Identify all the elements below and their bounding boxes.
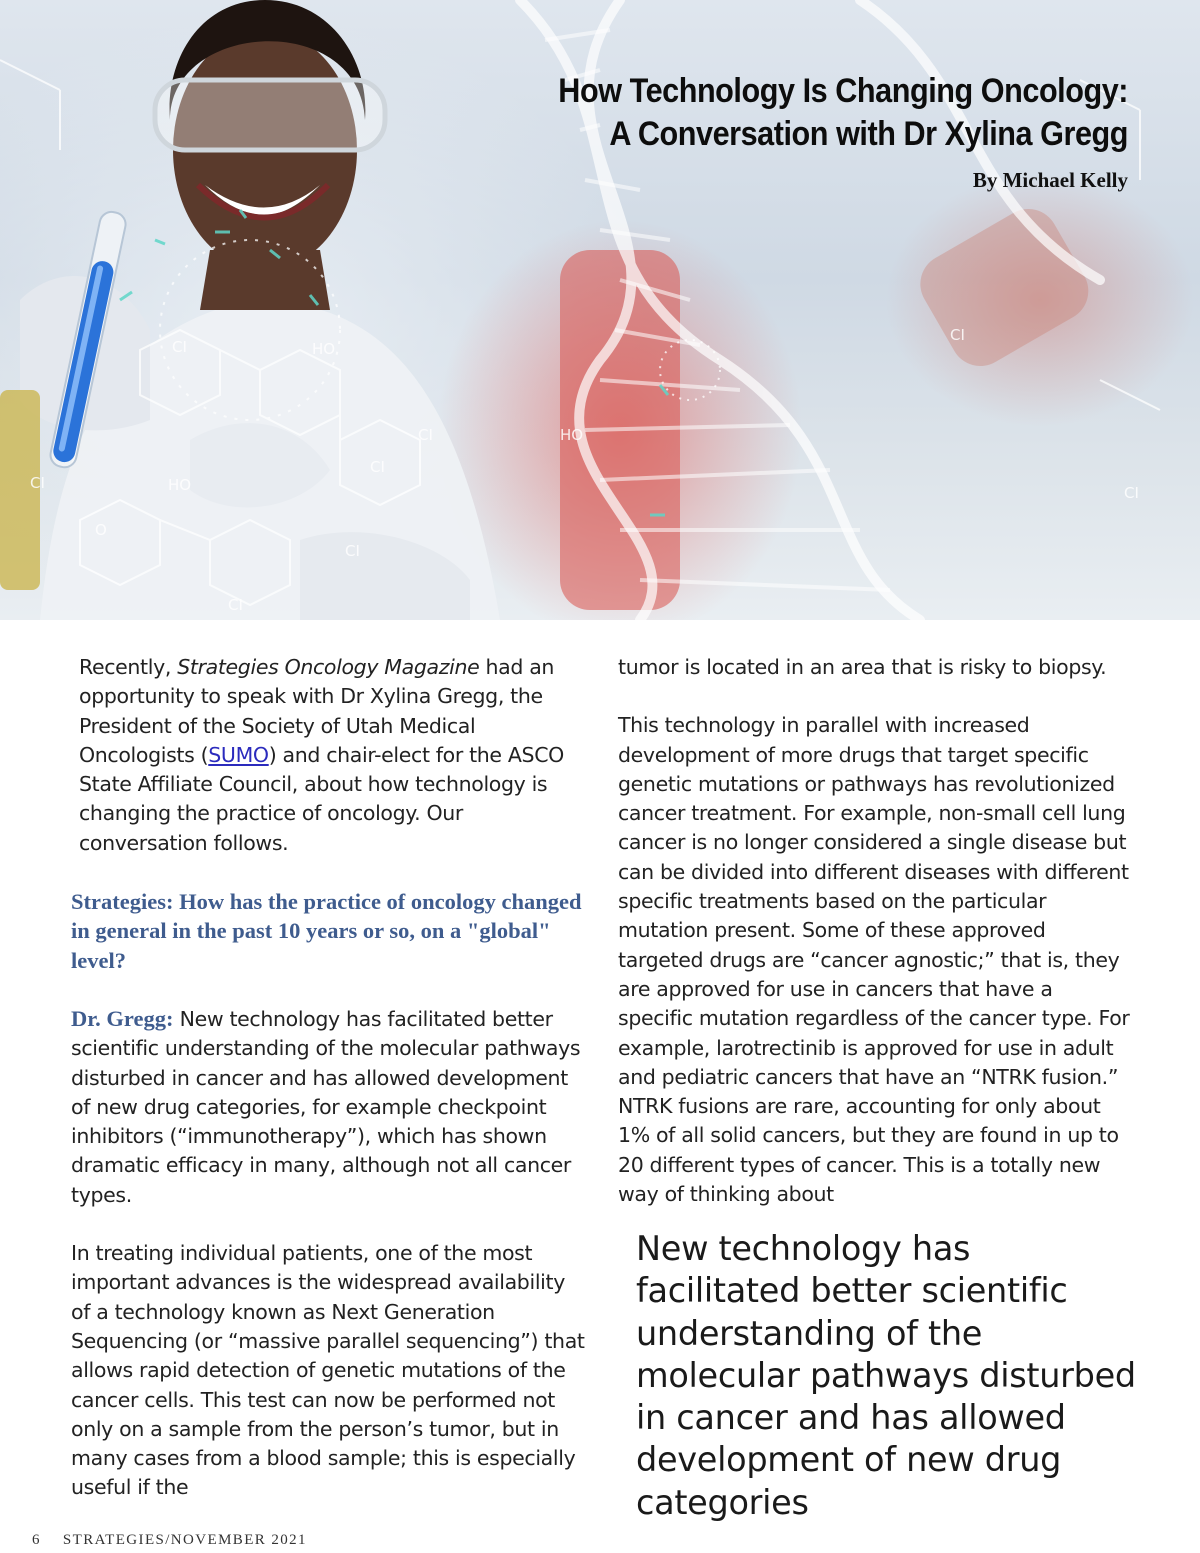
right-column xyxy=(618,653,1130,1209)
page-footer xyxy=(32,1532,307,1549)
magazine-name: Strategies Oncology Magazine xyxy=(177,655,480,679)
hero-label: CI xyxy=(1124,484,1139,502)
body-paragraph: tumor is located in an area that is risky to biopsy. xyxy=(618,655,1107,679)
hero-label: CI xyxy=(30,474,45,492)
intro-paragraph xyxy=(71,653,586,858)
intro-text-middle: had an opportunity to speak with Dr Xylina Gregg, the President of the Society of Utah Medical Oncologists ( xyxy=(79,655,555,767)
speaker-label: Dr. Gregg: xyxy=(71,1005,174,1031)
interview-answer xyxy=(71,1004,586,1210)
byline: By Michael Kelly xyxy=(972,168,1128,192)
intro-text-end: ) and chair-elect for the ASCO State Affiliate Council, about how technology is changing the practice of oncology. Our conversation follows. xyxy=(79,742,564,855)
answer-text: New technology has facilitated better scientific understanding of the molecular pathways disturbed in cancer and has allowed development of new drug categories, for example checkpoint inhibitors (“immunotherapy”), which has shown dramatic efficacy in many, although not all cancer types. xyxy=(71,1006,581,1207)
article-title-line-1: How Technology Is Changing Oncology: xyxy=(558,72,1128,110)
hero-label: CI xyxy=(172,338,187,356)
article-title xyxy=(558,70,1128,156)
hero-label: CI xyxy=(228,596,243,614)
hero-label: HO xyxy=(560,426,584,444)
left-column xyxy=(71,653,586,1503)
intro-text-start: Recently, xyxy=(79,655,178,679)
hero-label: CI xyxy=(950,326,965,344)
hero-image xyxy=(0,0,1200,620)
body-paragraph: This technology in parallel with increased development of more drugs that target specific genetic mutations or pathways has revolutionized cancer treatment. For example, non-small cell lung cancer is no longer considered a single disease but can be divided into different diseases with different specific treatments based on the particular mutation present. Some of these approved targeted drugs are “cancer agnostic;” that is, they are approved for use in cancers that have a specific mutation regardless of the cancer type. For example, larotrectinib is approved for use in adult and pediatric cancers that have an “NTRK fusion.” NTRK fusions are rare, accounting for only about 1% of all solid cancers, but they are found in up to 20 different types of cancer. This is a totally new way of thinking about xyxy=(618,713,1130,1207)
interview-question: Strategies: How has the practice of oncology changed in general in the past 10 years or so, on a "global" level? xyxy=(71,889,582,973)
hero-label: HO xyxy=(168,476,192,494)
body-paragraph: In treating individual patients, one of the most important advances is the widespread availability of a technology known as Next Generation Sequencing (or “massive parallel sequencing”) that allows rapid detection of genetic mutations of the cancer cells. This test can now be performed not only on a sample from the person’s tumor, but in many cases from a blood sample; this is especially useful if the xyxy=(71,1241,585,1500)
hero-label: CI xyxy=(370,458,385,476)
hero-label: O xyxy=(95,521,107,539)
page-number: 6 xyxy=(32,1532,41,1548)
sumo-link[interactable]: SUMO xyxy=(208,742,269,767)
hero-label: HO xyxy=(312,340,336,358)
red-glass-shape xyxy=(909,198,1099,377)
article-title-line-2: A Conversation with Dr Xylina Gregg xyxy=(609,115,1128,153)
hero-label: CI xyxy=(418,426,433,444)
pull-quote: New technology has facilitated better scientific understanding of the molecular pathways disturbed in cancer and has allowed development of new drug categories xyxy=(636,1229,1136,1522)
hero-label: CI xyxy=(345,542,360,560)
publication-issue: STRATEGIES/NOVEMBER 2021 xyxy=(62,1532,307,1548)
